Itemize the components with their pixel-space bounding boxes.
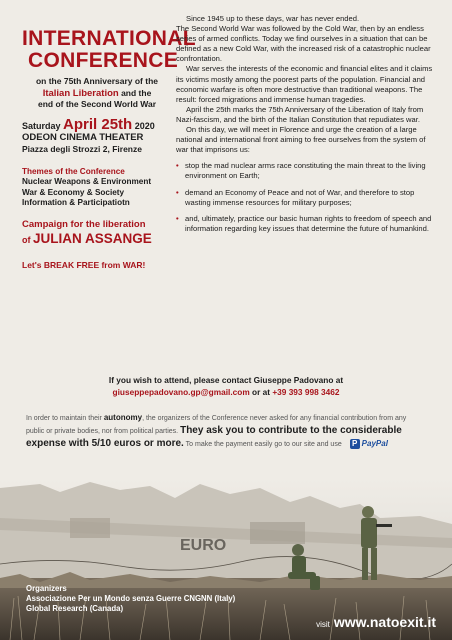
date-prefix: Saturday: [22, 120, 61, 131]
organizers: [26, 584, 235, 614]
bullet-dot-icon: •: [176, 161, 179, 171]
theme-item: War & Economy & Society: [22, 187, 125, 197]
campaign-of: of: [22, 234, 31, 245]
date-year: 2020: [134, 120, 155, 131]
theme-item: Information & Participatiotn: [22, 198, 130, 207]
venue-name: ODEON CINEMA THEATER: [22, 131, 144, 143]
manifesto-paragraph: April the 25th marks the 75th Anniversary of the Liberation of Italy from Nazi-fascism, and the birth of the Italian Constitution that repudiates war.: [176, 104, 424, 124]
themes: [22, 167, 172, 209]
manifesto-paragraph: Since 1945 up to these days, war has never ended.: [186, 14, 360, 23]
campaign-assange: [22, 231, 172, 246]
subtitle-italian-liberation: Italian Liberation: [42, 87, 119, 99]
organizer-item: Associazione Per un Mondo senza Guerre CNGNN (Italy): [26, 594, 236, 603]
paypal-label: PayPal: [361, 439, 388, 448]
bullet-text: demand an Economy of Peace and not of War, and therefore to stop wasting immense resources for military purposes;: [185, 187, 415, 207]
contact-line: If you wish to attend, please contact Giuseppe Padovano at: [108, 375, 344, 385]
paypal-logo[interactable]: [350, 438, 388, 450]
funding-ask: They ask you to contribute to the considerable expense with 5/10 euros or more.: [26, 425, 402, 449]
event-date: [22, 115, 172, 133]
contact-or-at: or at: [252, 387, 270, 397]
manifesto-paragraph: On this day, we will meet in Florence and urge the creation of a large national and international front aiming to free ourselves from the system of war that imprisons us:: [176, 125, 426, 155]
funding-intro: In order to maintain their: [26, 415, 102, 422]
subtitle-and: and the: [121, 87, 152, 98]
contact-info: [0, 374, 452, 398]
website: [316, 614, 436, 630]
title-line-2: CONFERENCE: [28, 49, 179, 72]
event-details: [22, 27, 196, 270]
bullet-dot-icon: •: [176, 213, 179, 223]
bullet-text: stop the mad nuclear arms race constituting the main threat to the living environment on Earth;: [185, 161, 426, 181]
manifesto-paragraph: War serves the interests of the economic and financial elites and it claims its victims mostly among the poorest parts of the population. Financial and economic warfare is often more destructive than traditional weapons. The result: forced migrations and immense human tragedies.: [176, 64, 433, 104]
funding-payment: To make the payment easily go to our site and use: [185, 441, 342, 448]
paypal-icon: P: [350, 439, 360, 449]
manifesto-bullet: [176, 214, 436, 234]
break-free-slogan: Let's BREAK FREE from WAR!: [22, 259, 146, 270]
funding-note: [26, 412, 426, 451]
title-line-1: INTERNATIONAL: [22, 27, 196, 50]
subtitle: [22, 76, 172, 111]
subtitle-end: end of the Second World War: [37, 99, 157, 109]
contact-email[interactable]: giuseppepadovano.gp@gmail.com: [112, 387, 250, 397]
website-url[interactable]: www.natoexit.it: [333, 614, 436, 630]
themes-heading: Themes of the Conference: [22, 166, 125, 176]
bullet-dot-icon: •: [176, 187, 179, 197]
subtitle-line-1: on the 75th Anniversary of the: [35, 76, 158, 86]
wall-graffiti: EURO: [180, 537, 227, 554]
contact-phone[interactable]: +39 393 998 3462: [272, 387, 340, 397]
organizer-item: Global Research (Canada): [26, 604, 124, 613]
manifesto: [176, 14, 436, 234]
funding-autonomy: autonomy: [103, 413, 143, 422]
funding-rest: , the organizers of the Conference never asked for any financial contribution from any public or private bodies, nor from political parties.: [26, 415, 407, 435]
date-main: April 25th: [63, 115, 133, 133]
manifesto-bullet: [176, 188, 436, 208]
venue-address: Piazza degli Strozzi 2, Firenze: [22, 143, 142, 154]
organizers-heading: Organizers: [26, 584, 67, 593]
bullet-text: and, ultimately, practice our basic human rights to freedom of speech and information regarding key issues that determine the future of humankind.: [185, 213, 432, 233]
campaign-line: Campaign for the liberation: [22, 218, 146, 230]
campaign-name: JULIAN ASSANGE: [33, 230, 152, 246]
manifesto-bullet: [176, 161, 436, 181]
visit-label: visit: [316, 620, 330, 629]
manifesto-paragraph: The Second World War was followed by the Cold War, then by an endless series of armed conflicts. Today we find ourselves in a situation that can be defined as a new Cold War, with the increased risk of a catastrophic nuclear confrontation.: [176, 24, 431, 64]
theme-item: Nuclear Weapons & Environment: [22, 177, 152, 186]
